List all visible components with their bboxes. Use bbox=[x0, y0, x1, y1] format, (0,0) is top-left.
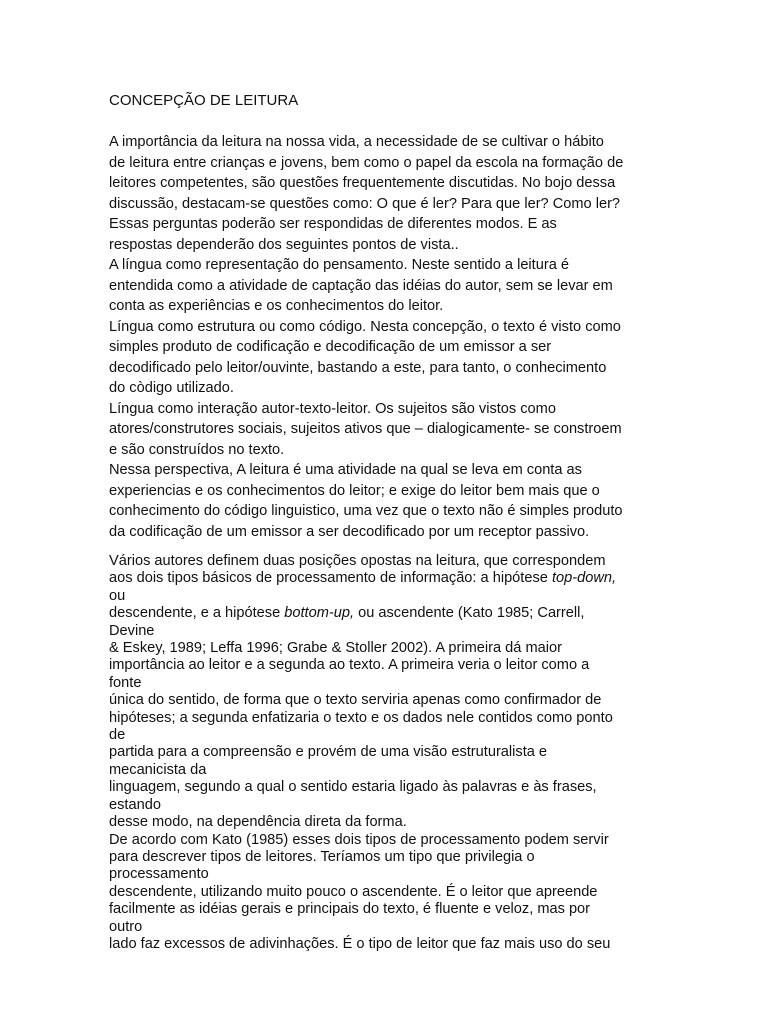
page-title: CONCEPÇÃO DE LEITURA bbox=[109, 92, 299, 109]
text-run: descendente, e a hipótese bbox=[109, 605, 285, 622]
text-line: hipóteses; a segunda enfatizaria o texto e os dados nele contidos como ponto bbox=[109, 709, 613, 726]
text-line: simples produto de codificação e decodificação de um emissor a ser bbox=[109, 339, 552, 355]
text-line: estando bbox=[109, 796, 161, 813]
text-line: Língua como interação autor-texto-leitor. Os sujeitos são vistos como bbox=[109, 400, 556, 417]
text-line: Vários autores definem duas posições opostas na leitura, que correspondem bbox=[109, 553, 606, 569]
text-line: e são construídos no texto. bbox=[109, 441, 285, 458]
text-line: desse modo, na dependência direta da forma. bbox=[109, 814, 407, 831]
text-line: conhecimento do código linguistico, uma vez que o texto não é simples produto bbox=[109, 503, 623, 519]
text-line: experiencias e os conhecimentos do leitor; e exige do leitor bem mais que o bbox=[109, 482, 600, 499]
text-line: Nessa perspectiva, A leitura é uma atividade na qual se leva em conta as bbox=[109, 462, 582, 478]
text-line: mecanicista da bbox=[109, 761, 207, 778]
text-line bbox=[109, 570, 669, 587]
text-line: A língua como representação do pensamento. Neste sentido a leitura é bbox=[109, 257, 569, 273]
text-line: única do sentido, de forma que o texto serviria apenas como confirmador de bbox=[109, 692, 602, 709]
text-line: processamento bbox=[109, 866, 209, 883]
text-line: entendida como a atividade de captação das idéias do autor, sem se levar em bbox=[109, 277, 613, 294]
italic-term: bottom-up, bbox=[284, 605, 355, 622]
text-run: aos dois tipos básicos de processamento de informação: a hipótese bbox=[109, 570, 552, 587]
text-line: descendente, utilizando muito pouco o ascendente. É o leitor que apreende bbox=[109, 883, 598, 900]
text-line: ou bbox=[109, 587, 126, 604]
text-line: decodificado pelo leitor/ouvinte, bastando a este, para tanto, o conhecimento bbox=[109, 359, 607, 376]
text-line: partida para a compreensão e provém de uma visão estruturalista e bbox=[109, 744, 548, 761]
text-line: Língua como estrutura ou como código. Nesta concepção, o texto é visto como bbox=[109, 318, 621, 335]
text-line: respostas dependerão dos seguintes pontos de vista.. bbox=[109, 236, 459, 253]
text-line: & Eskey, 1989; Leffa 1996; Grabe & Stoller 2002). A primeira dá maior bbox=[109, 640, 562, 657]
text-line: linguagem, segundo a qual o sentido estaria ligado às palavras e às frases, bbox=[109, 779, 597, 796]
body-text-section-1 bbox=[109, 132, 669, 542]
italic-term: top-down, bbox=[551, 570, 617, 587]
text-line bbox=[109, 605, 669, 622]
text-line: importância ao leitor e a segunda ao texto. A primeira veria o leitor como a bbox=[109, 657, 590, 674]
text-line: De acordo com Kato (1985) esses dois tipos de processamento podem servir bbox=[109, 831, 609, 848]
body-text-section-2 bbox=[109, 553, 669, 953]
text-line: da codificação de um emissor a ser decodificado por um receptor passivo. bbox=[109, 523, 590, 540]
text-line: Essas perguntas poderão ser respondidas de diferentes modos. E as bbox=[109, 216, 557, 232]
text-line: Devine bbox=[109, 622, 155, 639]
text-line: leitores competentes, são questões frequentemente discutidas. No bojo dessa bbox=[109, 175, 616, 191]
text-line: facilmente as idéias gerais e principais do texto, é fluente e veloz, mas por bbox=[109, 901, 591, 918]
text-line: de leitura entre crianças e jovens, bem como o papel da escola na formação de bbox=[109, 154, 624, 171]
text-line: atores/construtores sociais, sujeitos ativos que – dialogicamente- se constroem bbox=[109, 421, 622, 437]
text-run: ou ascendente (Kato 1985; Carrell, bbox=[354, 605, 585, 622]
text-line: do còdigo utilizado. bbox=[109, 380, 234, 396]
text-line: conta as experiências e os conhecimentos do leitor. bbox=[109, 298, 444, 314]
text-line: lado faz excessos de adivinhações. É o tipo de leitor que faz mais uso do seu bbox=[109, 935, 611, 952]
text-line: de bbox=[109, 727, 126, 744]
text-line: discussão, destacam-se questões como: O que é ler? Para que ler? Como ler? bbox=[109, 195, 621, 212]
text-line: fonte bbox=[109, 674, 142, 691]
text-line: outro bbox=[109, 918, 143, 935]
text-line: para descrever tipos de leitores. Teríamos um tipo que privilegia o bbox=[109, 848, 535, 865]
text-line: A importância da leitura na nossa vida, a necessidade de se cultivar o hábito bbox=[109, 134, 604, 150]
